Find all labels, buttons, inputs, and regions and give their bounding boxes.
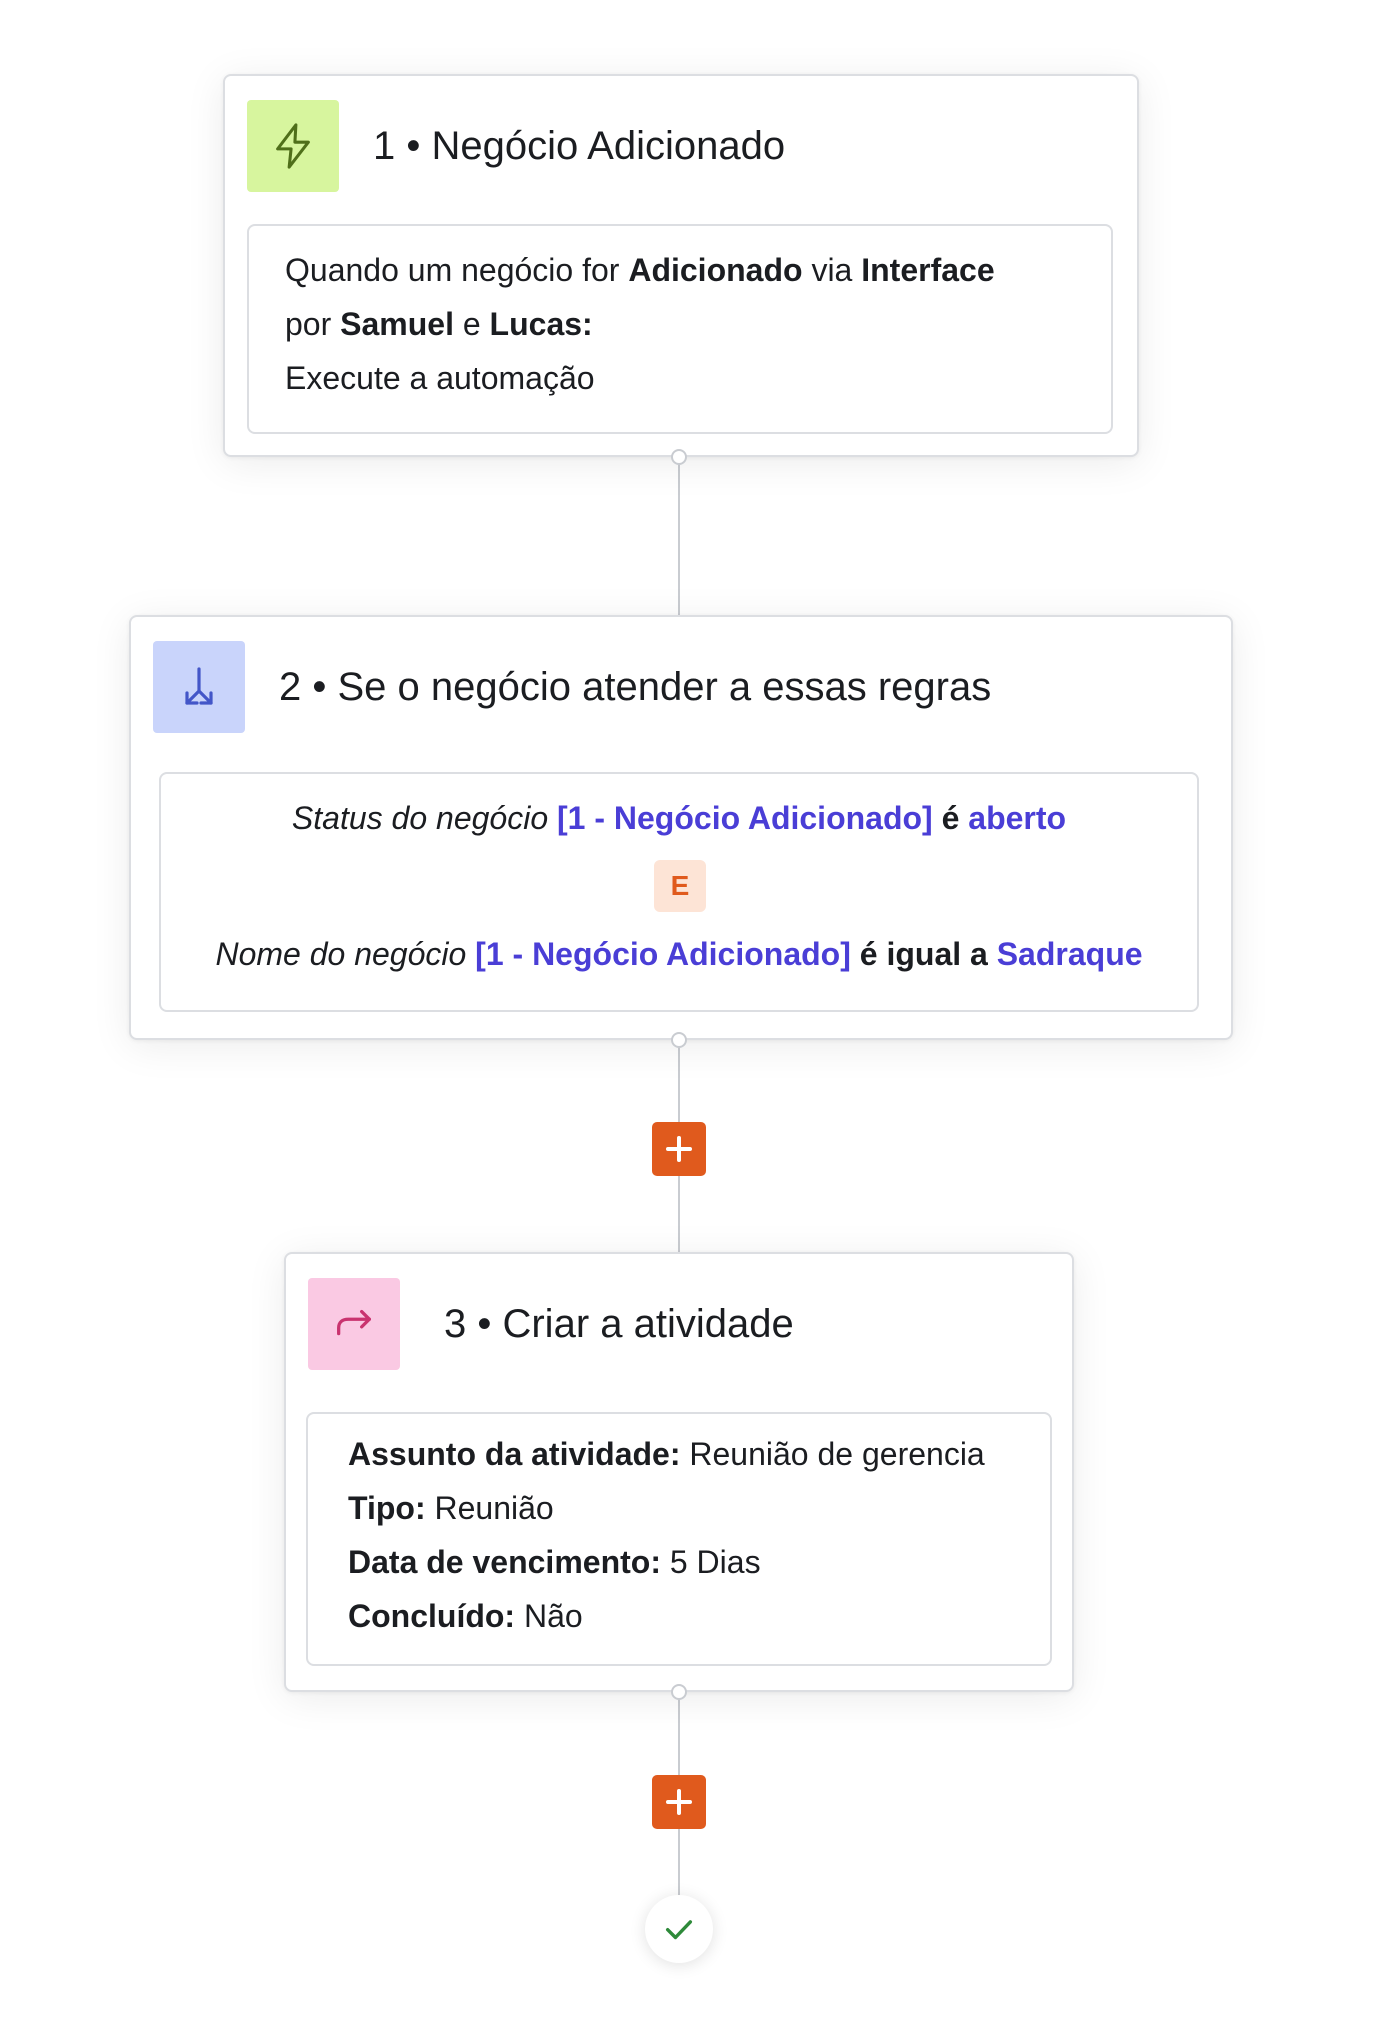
field-label: Assunto da atividade: — [348, 1436, 681, 1472]
field-value: Reunião — [434, 1490, 554, 1526]
plus-icon — [663, 1786, 695, 1818]
rule-1-operator: é — [941, 800, 960, 836]
rule-1 — [161, 798, 1197, 838]
add-step-button[interactable] — [652, 1122, 706, 1176]
lightning-icon — [270, 121, 316, 171]
field-value: 5 Dias — [669, 1544, 761, 1580]
step-3-icon-tile — [308, 1278, 400, 1370]
connector-line-1 — [678, 457, 680, 615]
and-badge-label: E — [670, 870, 690, 901]
check-icon — [662, 1912, 696, 1946]
field-label: Tipo: — [348, 1490, 426, 1526]
desc-text: Quando um negócio for — [285, 252, 629, 288]
and-badge — [654, 860, 706, 912]
step-2-rules-box — [159, 772, 1199, 1012]
rule-2-operator: é igual a — [859, 936, 988, 972]
add-step-button[interactable] — [652, 1775, 706, 1829]
desc-text: por — [285, 306, 341, 342]
rule-2-field: Nome do negócio — [215, 936, 467, 972]
merge-arrows-icon — [175, 663, 223, 711]
step-3-action-card[interactable] — [284, 1252, 1074, 1692]
rule-2 — [161, 934, 1197, 974]
field-value: Reunião de gerencia — [689, 1436, 985, 1472]
rule-1-ref[interactable]: [1 - Negócio Adicionado] — [557, 800, 933, 836]
connector-dot — [671, 1032, 687, 1048]
step-2-condition-card[interactable] — [129, 615, 1233, 1040]
field-row — [348, 1542, 761, 1582]
step-1-desc-line-1 — [285, 250, 995, 290]
field-row — [348, 1596, 583, 1636]
step-2-icon-tile — [153, 641, 245, 733]
step-1-trigger-card[interactable] — [223, 74, 1139, 457]
rule-2-ref[interactable]: [1 - Negócio Adicionado] — [475, 936, 851, 972]
user-name: Samuel — [340, 306, 454, 342]
desc-text: via — [802, 252, 862, 288]
connector-dot — [671, 1684, 687, 1700]
workflow-end-marker — [645, 1895, 713, 1963]
field-label: Data de vencimento: — [348, 1544, 661, 1580]
step-3-fields-box — [306, 1412, 1052, 1666]
desc-text: e — [453, 306, 490, 342]
rule-2-value[interactable]: Sadraque — [996, 936, 1143, 972]
rule-1-field: Status do negócio — [291, 800, 549, 836]
step-2-title: 2 • Se o negócio atender a essas regras — [279, 665, 992, 709]
step-1-icon-tile — [247, 100, 339, 192]
source-name: Interface — [861, 252, 995, 288]
rule-1-value[interactable]: aberto — [968, 800, 1067, 836]
plus-icon — [663, 1133, 695, 1165]
field-value: Não — [523, 1598, 583, 1634]
field-row — [348, 1488, 554, 1528]
step-1-desc-line-2 — [285, 304, 593, 344]
step-1-action: Execute a automação — [285, 360, 595, 396]
user-name: Lucas: — [489, 306, 593, 342]
event-name: Adicionado — [628, 252, 803, 288]
step-3-title: 3 • Criar a atividade — [444, 1302, 794, 1346]
redirect-arrow-icon — [331, 1301, 377, 1347]
step-1-description-box — [247, 224, 1113, 434]
step-1-title: 1 • Negócio Adicionado — [373, 124, 786, 168]
field-row — [348, 1434, 985, 1474]
connector-dot — [671, 449, 687, 465]
field-label: Concluído: — [348, 1598, 516, 1634]
